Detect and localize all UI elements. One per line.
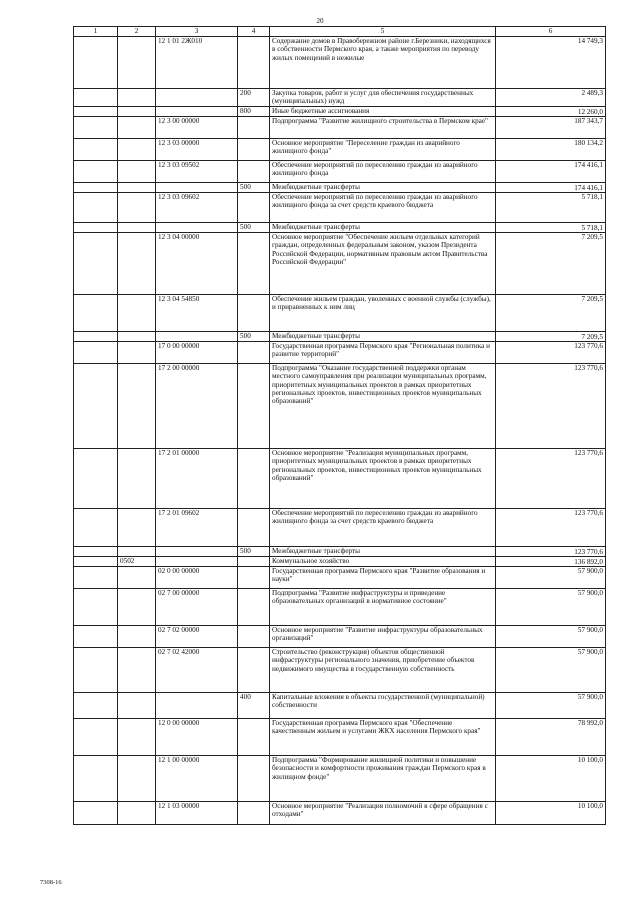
target-article-cell: 12 3 04 00000 — [156, 233, 238, 295]
amount-cell: 57 900,0 — [496, 589, 606, 626]
description-cell: Основное мероприятие "Реализация муниципальных программ, приоритетных муниципальных проектов в рамках приоритетных региональных проектов, инвестиционных проектов муниципальных образований" — [270, 449, 496, 509]
section-code-cell — [74, 364, 118, 449]
table-row — [74, 364, 606, 449]
expense-type-cell — [238, 756, 270, 802]
expense-type-cell — [238, 589, 270, 626]
table-row — [74, 557, 606, 567]
expense-type-cell — [238, 233, 270, 295]
section-code-cell — [74, 193, 118, 223]
amount-cell: 123 770,6 — [496, 547, 606, 557]
expense-type-cell — [238, 719, 270, 756]
section-code-cell — [74, 342, 118, 364]
subsection-code-cell — [118, 139, 156, 161]
amount-cell: 78 992,0 — [496, 719, 606, 756]
target-article-cell: 12 3 00 00000 — [156, 117, 238, 139]
expense-type-cell — [238, 449, 270, 509]
amount-cell: 10 100,0 — [496, 756, 606, 802]
expense-type-cell — [238, 342, 270, 364]
section-code-cell — [74, 332, 118, 342]
section-code-cell — [74, 719, 118, 756]
amount-cell: 12 260,0 — [496, 107, 606, 117]
target-article-cell: 12 3 03 00000 — [156, 139, 238, 161]
target-article-cell — [156, 547, 238, 557]
amount-cell: 14 749,3 — [496, 37, 606, 89]
subsection-code-cell — [118, 37, 156, 89]
column-header: 5 — [270, 27, 496, 37]
amount-cell: 174 416,1 — [496, 183, 606, 193]
section-code-cell — [74, 295, 118, 332]
amount-cell: 5 718,1 — [496, 193, 606, 223]
table-row — [74, 233, 606, 295]
amount-cell: 7 209,5 — [496, 233, 606, 295]
description-cell: Строительство (реконструкция) объектов общественной инфраструктуры регионального значения, приобретение объектов недвижимого имущества в государственную собственность — [270, 648, 496, 693]
expense-type-cell — [238, 295, 270, 332]
table-row — [74, 37, 606, 89]
section-code-cell — [74, 557, 118, 567]
table-body — [74, 37, 606, 825]
description-cell: Подпрограмма "Формирование жилищной политики и повышение безопасности и комфортности проживания граждан Пермского края в жилищном фонде" — [270, 756, 496, 802]
section-code-cell — [74, 89, 118, 107]
table-row — [74, 117, 606, 139]
target-article-cell — [156, 693, 238, 719]
description-cell: Коммунальное хозяйство — [270, 557, 496, 567]
document-code: 7308-16 — [40, 879, 62, 886]
expense-type-cell — [238, 193, 270, 223]
description-cell: Подпрограмма "Оказание государственной поддержки органам местного самоуправления при реализации муниципальных программ, приоритетных муниципальных проектов в рамках приоритетных региональных проектов, инвестиционных проектов муниципальных образований" — [270, 364, 496, 449]
target-article-cell — [156, 557, 238, 567]
target-article-cell — [156, 332, 238, 342]
subsection-code-cell — [118, 117, 156, 139]
amount-cell: 123 770,6 — [496, 342, 606, 364]
amount-cell: 7 209,5 — [496, 295, 606, 332]
subsection-code-cell — [118, 332, 156, 342]
expense-type-cell: 400 — [238, 693, 270, 719]
section-code-cell — [74, 693, 118, 719]
table-row — [74, 567, 606, 589]
table-row — [74, 547, 606, 557]
budget-table — [73, 26, 606, 825]
description-cell: Межбюджетные трансферты — [270, 183, 496, 193]
table-row — [74, 139, 606, 161]
amount-cell: 57 900,0 — [496, 567, 606, 589]
target-article-cell: 17 0 00 00000 — [156, 342, 238, 364]
expense-type-cell: 500 — [238, 223, 270, 233]
target-article-cell: 12 3 03 09602 — [156, 193, 238, 223]
subsection-code-cell — [118, 342, 156, 364]
description-cell: Капитальные вложения в объекты государственной (муниципальной) собственности — [270, 693, 496, 719]
target-article-cell: 12 3 04 54850 — [156, 295, 238, 332]
target-article-cell: 12 3 03 09502 — [156, 161, 238, 183]
amount-cell: 5 718,1 — [496, 223, 606, 233]
description-cell: Государственная программа Пермского края "Развитие образования и науки" — [270, 567, 496, 589]
table-row — [74, 89, 606, 107]
description-cell: Государственная программа Пермского края "Региональная политика и развитие территорий" — [270, 342, 496, 364]
subsection-code-cell — [118, 802, 156, 825]
amount-cell: 180 134,2 — [496, 139, 606, 161]
section-code-cell — [74, 107, 118, 117]
description-cell: Межбюджетные трансферты — [270, 332, 496, 342]
table-row — [74, 295, 606, 332]
section-code-cell — [74, 589, 118, 626]
section-code-cell — [74, 223, 118, 233]
amount-cell: 123 770,6 — [496, 364, 606, 449]
table-row — [74, 719, 606, 756]
table-row — [74, 161, 606, 183]
table-row — [74, 756, 606, 802]
table-row — [74, 193, 606, 223]
target-article-cell: 12 0 00 00000 — [156, 719, 238, 756]
subsection-code-cell — [118, 648, 156, 693]
amount-cell: 174 416,1 — [496, 161, 606, 183]
subsection-code-cell — [118, 693, 156, 719]
expense-type-cell: 500 — [238, 547, 270, 557]
target-article-cell: 12 1 01 2Ж010 — [156, 37, 238, 89]
column-header: 3 — [156, 27, 238, 37]
table-row — [74, 342, 606, 364]
page-number: 20 — [316, 17, 324, 25]
amount-cell: 57 900,0 — [496, 648, 606, 693]
subsection-code-cell — [118, 509, 156, 547]
target-article-cell: 17 2 01 09602 — [156, 509, 238, 547]
subsection-code-cell — [118, 719, 156, 756]
description-cell: Закупка товаров, работ и услуг для обеспечения государственных (муниципальных) нужд — [270, 89, 496, 107]
column-header: 6 — [496, 27, 606, 37]
amount-cell: 57 900,0 — [496, 693, 606, 719]
table-row — [74, 648, 606, 693]
section-code-cell — [74, 449, 118, 509]
description-cell: Межбюджетные трансферты — [270, 547, 496, 557]
subsection-code-cell — [118, 449, 156, 509]
target-article-cell: 12 1 00 00000 — [156, 756, 238, 802]
expense-type-cell — [238, 567, 270, 589]
target-article-cell — [156, 223, 238, 233]
subsection-code-cell — [118, 547, 156, 557]
section-code-cell — [74, 626, 118, 648]
table-row — [74, 693, 606, 719]
expense-type-cell — [238, 802, 270, 825]
table-header-row — [74, 27, 606, 37]
description-cell: Обеспечение мероприятий по переселению граждан из аварийного жилищного фонда — [270, 161, 496, 183]
description-cell: Обеспечение мероприятий по переселению граждан из аварийного жилищного фонда за счет средств краевого бюджета — [270, 509, 496, 547]
subsection-code-cell — [118, 756, 156, 802]
table-row — [74, 183, 606, 193]
expense-type-cell: 200 — [238, 89, 270, 107]
table-row — [74, 589, 606, 626]
section-code-cell — [74, 233, 118, 295]
expense-type-cell — [238, 37, 270, 89]
expense-type-cell — [238, 117, 270, 139]
expense-type-cell: 500 — [238, 332, 270, 342]
description-cell: Основное мероприятие "Развитие инфраструктуры образовательных организаций" — [270, 626, 496, 648]
description-cell: Основное мероприятие "Реализация полномочий в сфере обращения с отходами" — [270, 802, 496, 825]
section-code-cell — [74, 161, 118, 183]
amount-cell: 2 489,3 — [496, 89, 606, 107]
target-article-cell: 17 2 01 00000 — [156, 449, 238, 509]
section-code-cell — [74, 567, 118, 589]
expense-type-cell — [238, 364, 270, 449]
expense-type-cell — [238, 557, 270, 567]
expense-type-cell: 500 — [238, 183, 270, 193]
column-header: 2 — [118, 27, 156, 37]
description-cell: Подпрограмма "Развитие инфраструктуры и приведение образовательных организаций в нормативное состояние" — [270, 589, 496, 626]
subsection-code-cell: 0502 — [118, 557, 156, 567]
section-code-cell — [74, 509, 118, 547]
target-article-cell: 02 7 02 00000 — [156, 626, 238, 648]
section-code-cell — [74, 183, 118, 193]
table-row — [74, 449, 606, 509]
section-code-cell — [74, 37, 118, 89]
table-row — [74, 332, 606, 342]
expense-type-cell: 800 — [238, 107, 270, 117]
expense-type-cell — [238, 161, 270, 183]
target-article-cell: 17 2 00 00000 — [156, 364, 238, 449]
description-cell: Государственная программа Пермского края "Обеспечение качественным жильем и услугами ЖКХ населения Пермского края" — [270, 719, 496, 756]
expense-type-cell — [238, 648, 270, 693]
section-code-cell — [74, 802, 118, 825]
description-cell: Иные бюджетные ассигнования — [270, 107, 496, 117]
expense-type-cell — [238, 626, 270, 648]
amount-cell: 187 343,7 — [496, 117, 606, 139]
subsection-code-cell — [118, 193, 156, 223]
subsection-code-cell — [118, 567, 156, 589]
section-code-cell — [74, 756, 118, 802]
subsection-code-cell — [118, 223, 156, 233]
section-code-cell — [74, 139, 118, 161]
target-article-cell — [156, 89, 238, 107]
target-article-cell — [156, 107, 238, 117]
subsection-code-cell — [118, 364, 156, 449]
subsection-code-cell — [118, 233, 156, 295]
expense-type-cell — [238, 139, 270, 161]
section-code-cell — [74, 117, 118, 139]
amount-cell: 123 770,6 — [496, 509, 606, 547]
section-code-cell — [74, 648, 118, 693]
subsection-code-cell — [118, 183, 156, 193]
section-code-cell — [74, 547, 118, 557]
target-article-cell: 12 1 03 00000 — [156, 802, 238, 825]
subsection-code-cell — [118, 589, 156, 626]
description-cell: Подпрограмма "Развитие жилищного строительства в Пермском крае" — [270, 117, 496, 139]
subsection-code-cell — [118, 89, 156, 107]
table-row — [74, 802, 606, 825]
expense-type-cell — [238, 509, 270, 547]
description-cell: Основное мероприятие "Обеспечение жильем отдельных категорий граждан, определенных федеральным законом, указом Президента Российской Федерации, нормативным правовым актом Правительства Российской Федерации" — [270, 233, 496, 295]
column-header: 4 — [238, 27, 270, 37]
amount-cell: 7 209,5 — [496, 332, 606, 342]
amount-cell: 10 100,0 — [496, 802, 606, 825]
amount-cell: 136 892,0 — [496, 557, 606, 567]
description-cell: Содержание домов в Правобережном районе г.Березники, находящихся в собственности Пермского края, а также мероприятия по переводу жилых помещений в нежилые — [270, 37, 496, 89]
target-article-cell: 02 7 02 42000 — [156, 648, 238, 693]
table-row — [74, 107, 606, 117]
description-cell: Межбюджетные трансферты — [270, 223, 496, 233]
table-row — [74, 626, 606, 648]
amount-cell: 123 770,6 — [496, 449, 606, 509]
subsection-code-cell — [118, 295, 156, 332]
description-cell: Основное мероприятие "Переселение граждан из аварийного жилищного фонда" — [270, 139, 496, 161]
subsection-code-cell — [118, 626, 156, 648]
subsection-code-cell — [118, 107, 156, 117]
table-row — [74, 509, 606, 547]
target-article-cell — [156, 183, 238, 193]
target-article-cell: 02 0 00 00000 — [156, 567, 238, 589]
amount-cell: 57 900,0 — [496, 626, 606, 648]
description-cell: Обеспечение жильем граждан, уволенных с военной службы (службы), и приравненных к ним лиц — [270, 295, 496, 332]
column-header: 1 — [74, 27, 118, 37]
subsection-code-cell — [118, 161, 156, 183]
target-article-cell: 02 7 00 00000 — [156, 589, 238, 626]
description-cell: Обеспечение мероприятий по переселению граждан из аварийного жилищного фонда за счет средств краевого бюджета — [270, 193, 496, 223]
table-row — [74, 223, 606, 233]
